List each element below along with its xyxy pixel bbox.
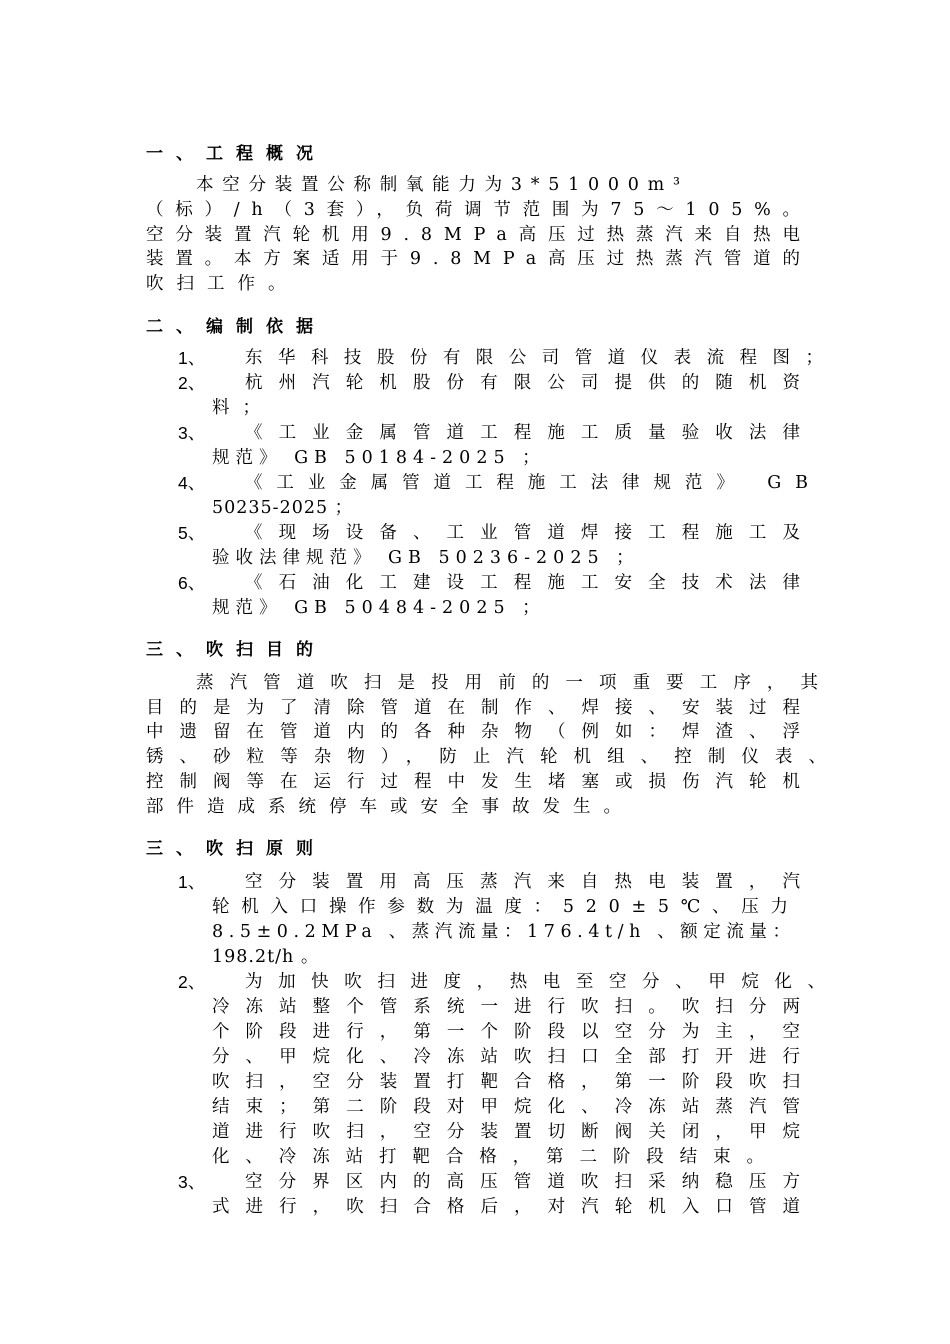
list-item-line: 吹扫，空分装置打靶合格，第一阶段吹扫	[212, 1072, 817, 1092]
list-number: 2、	[178, 373, 206, 393]
list-item-line: 料；	[212, 398, 273, 418]
list-item-line: 个阶段进行，第一个阶段以空分为主，空	[212, 1022, 817, 1042]
paragraph-line: 中遗留在管道内的各种杂物（例如：焊渣、浮	[146, 722, 816, 742]
paragraph-line: 装置。本方案适用于9.8MPa高压过热蒸汽管道的	[146, 249, 812, 269]
section-heading: 一、工程概况	[146, 144, 326, 164]
list-item-line: 空分界区内的高压管道吹扫采纳稳压方	[245, 1172, 817, 1192]
list-item-line: 50235-2025 ；	[212, 498, 354, 518]
list-number: 5、	[178, 523, 206, 543]
list-item-line: 冷冻站整个管系统一进行吹扫。吹扫分两	[212, 997, 817, 1017]
section-heading: 三、吹扫原则	[146, 839, 326, 859]
list-item-line: 东华科技股份有限公司管道仪表流程图；	[245, 348, 839, 368]
list-item-line: 化、冷冻站打靶合格，第二阶段结束。	[212, 1147, 780, 1167]
list-item-line: 《工业金属管道工程施工法律规范》 GB	[245, 473, 822, 493]
list-item-line: 为加快吹扫进度，热电至空分、甲烷化、	[245, 972, 841, 992]
list-item-line: 《石油化工建设工程施工安全技术法律	[245, 573, 817, 593]
list-number: 3、	[178, 423, 206, 443]
list-item-line: 规范》 GB 50484-2025 ；	[212, 598, 546, 618]
list-item-line: 轮机入口操作参数为温度：520±5℃、压力	[212, 897, 800, 917]
list-number: 1、	[178, 348, 206, 368]
section-heading: 三、吹扫目的	[146, 640, 326, 660]
paragraph-line: 蒸汽管道吹扫是投用前的一项重要工序，其	[196, 673, 835, 693]
list-item-line: 198.2t/h 。	[212, 947, 320, 967]
paragraph-line: （标）/h（3套），负荷调节范围为75～105%。	[146, 200, 812, 220]
list-number: 2、	[178, 972, 206, 992]
paragraph-line: 目的是为了清除管道在制作、焊接、安装过程	[146, 698, 816, 718]
list-item-line: 道进行吹扫，空分装置切断阀关闭，甲烷	[212, 1122, 817, 1142]
list-number: 6、	[178, 573, 206, 593]
paragraph-line: 控制阀等在运行过程中发生堵塞或损伤汽轮机	[146, 772, 816, 792]
list-number: 3、	[178, 1172, 206, 1192]
paragraph-line: 空分装置汽轮机用9.8MPa高压过热蒸汽来自热电	[146, 225, 812, 245]
list-item-line: 规范》 GB 50184-2025 ；	[212, 448, 546, 468]
list-item-line: 8.5±0.2MPa 、蒸汽流量：176.4t/h 、额定流量：	[212, 922, 796, 942]
list-item-line: 分、甲烷化、冷冻站吹扫口全部打开进行	[212, 1047, 817, 1067]
list-item-line: 《现场设备、工业管道焊接工程施工及	[245, 523, 817, 543]
list-item-line: 验收法律规范》 GB 50236-2025 ；	[212, 548, 640, 568]
paragraph-line: 部件造成系统停车或安全事故发生。	[146, 797, 634, 817]
list-item-line: 空分装置用高压蒸汽来自热电装置，汽	[245, 872, 817, 892]
list-number: 4、	[178, 473, 206, 493]
list-number: 1、	[178, 872, 206, 892]
paragraph-line: 吹扫工作。	[146, 274, 299, 294]
list-item-line: 《工业金属管道工程施工质量验收法律	[245, 423, 817, 443]
paragraph-line: 本空分装置公称制氧能力为3*51000m³	[196, 175, 689, 195]
list-item-line: 杭州汽轮机股份有限公司提供的随机资	[245, 373, 817, 393]
section-heading: 二、编制依据	[146, 317, 326, 337]
list-item-line: 结束；第二阶段对甲烷化、冷冻站蒸汽管	[212, 1097, 817, 1117]
list-item-line: 式进行，吹扫合格后，对汽轮机入口管道	[212, 1197, 817, 1217]
paragraph-line: 锈、砂粒等杂物），防止汽轮机组、控制仪表、	[146, 747, 843, 767]
